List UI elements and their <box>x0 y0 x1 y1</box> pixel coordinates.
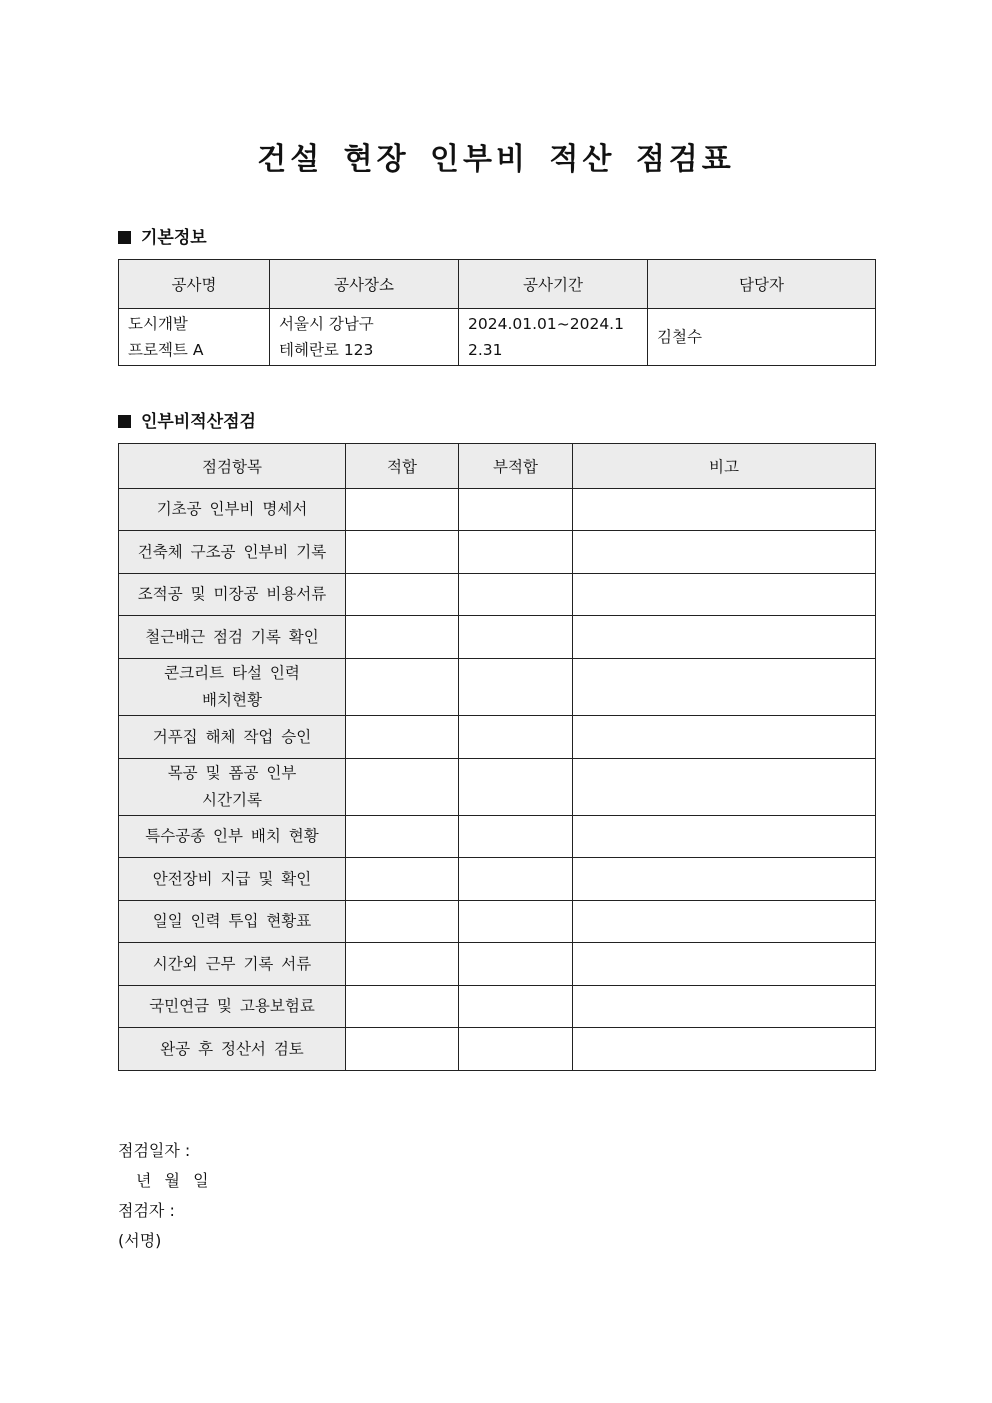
fail-cell[interactable] <box>459 574 573 616</box>
project-period-field[interactable]: 2024.01.01~2024.12.31 <box>459 309 648 366</box>
document-title: 건설 현장 인부비 적산 점검표 <box>257 142 735 177</box>
project-location-field[interactable]: 서울시 강남구 테헤란로 123 <box>270 309 459 366</box>
fail-cell[interactable] <box>459 858 573 901</box>
header-project-period: 공사기간 <box>459 260 648 309</box>
fail-cell[interactable] <box>459 1028 573 1071</box>
basic-info-table <box>118 259 876 366</box>
check-item-label: 콘크리트 타설 인력 배치현황 <box>119 659 346 716</box>
check-item-label: 일일 인력 투입 현황표 <box>119 901 346 943</box>
check-row <box>119 858 876 901</box>
inspector-label: 점검자 : <box>118 1201 175 1220</box>
pass-cell[interactable] <box>346 858 459 901</box>
inspection-date-label: 점검일자 : <box>118 1141 191 1160</box>
signature-block <box>118 1136 209 1256</box>
header-manager: 담당자 <box>648 260 876 309</box>
check-row <box>119 816 876 858</box>
fail-cell[interactable] <box>459 986 573 1028</box>
check-item-label: 국민연금 및 고용보험료 <box>119 986 346 1028</box>
check-row <box>119 489 876 531</box>
project-name-field[interactable]: 도시개발 프로젝트 A <box>119 309 270 366</box>
header-project-name: 공사명 <box>119 260 270 309</box>
pass-cell[interactable] <box>346 816 459 858</box>
remarks-cell[interactable] <box>573 574 876 616</box>
fail-cell[interactable] <box>459 716 573 759</box>
remarks-cell[interactable] <box>573 659 876 716</box>
pass-cell[interactable] <box>346 531 459 574</box>
remarks-cell[interactable] <box>573 489 876 531</box>
remarks-cell[interactable] <box>573 716 876 759</box>
check-item-label: 시간외 근무 기록 서류 <box>119 943 346 986</box>
check-item-label: 철근배근 점검 기록 확인 <box>119 616 346 659</box>
remarks-cell[interactable] <box>573 901 876 943</box>
pass-cell[interactable] <box>346 489 459 531</box>
check-row <box>119 659 876 716</box>
check-item-label: 완공 후 정산서 검토 <box>119 1028 346 1071</box>
check-item-label: 건축체 구조공 인부비 기록 <box>119 531 346 574</box>
fail-cell[interactable] <box>459 901 573 943</box>
header-pass: 적합 <box>346 444 459 489</box>
check-row <box>119 759 876 816</box>
fail-cell[interactable] <box>459 659 573 716</box>
check-row <box>119 901 876 943</box>
check-row <box>119 1028 876 1071</box>
remarks-cell[interactable] <box>573 616 876 659</box>
square-bullet-icon <box>118 415 131 428</box>
pass-cell[interactable] <box>346 716 459 759</box>
labor-cost-check-heading <box>118 407 256 432</box>
labor-cost-check-table <box>118 443 876 1071</box>
check-item-label: 조적공 및 미장공 비용서류 <box>119 574 346 616</box>
pass-cell[interactable] <box>346 574 459 616</box>
header-project-location: 공사장소 <box>270 260 459 309</box>
labor-cost-check-heading-label: 인부비적산점검 <box>141 412 256 432</box>
basic-info-heading-label: 기본정보 <box>141 228 207 248</box>
fail-cell[interactable] <box>459 816 573 858</box>
fail-cell[interactable] <box>459 759 573 816</box>
pass-cell[interactable] <box>346 759 459 816</box>
remarks-cell[interactable] <box>573 1028 876 1071</box>
pass-cell[interactable] <box>346 943 459 986</box>
pass-cell[interactable] <box>346 986 459 1028</box>
pass-cell[interactable] <box>346 901 459 943</box>
fail-cell[interactable] <box>459 489 573 531</box>
check-row <box>119 616 876 659</box>
remarks-cell[interactable] <box>573 858 876 901</box>
remarks-cell[interactable] <box>573 986 876 1028</box>
manager-field[interactable]: 김철수 <box>648 309 876 366</box>
fail-cell[interactable] <box>459 531 573 574</box>
pass-cell[interactable] <box>346 1028 459 1071</box>
inspection-date-field[interactable]: 년 월 일 <box>136 1171 209 1190</box>
header-check-item: 점검항목 <box>119 444 346 489</box>
basic-info-heading <box>118 223 207 248</box>
remarks-cell[interactable] <box>573 531 876 574</box>
check-item-label: 거푸집 해체 작업 승인 <box>119 716 346 759</box>
pass-cell[interactable] <box>346 659 459 716</box>
remarks-cell[interactable] <box>573 816 876 858</box>
square-bullet-icon <box>118 231 131 244</box>
check-row <box>119 574 876 616</box>
remarks-cell[interactable] <box>573 759 876 816</box>
pass-cell[interactable] <box>346 616 459 659</box>
remarks-cell[interactable] <box>573 943 876 986</box>
check-item-label: 특수공종 인부 배치 현황 <box>119 816 346 858</box>
fail-cell[interactable] <box>459 943 573 986</box>
check-rows <box>119 489 876 1071</box>
check-row <box>119 986 876 1028</box>
check-item-label: 기초공 인부비 명세서 <box>119 489 346 531</box>
check-row <box>119 716 876 759</box>
check-row <box>119 531 876 574</box>
check-row <box>119 943 876 986</box>
signature-field[interactable]: (서명) <box>118 1231 162 1250</box>
check-item-label: 안전장비 지급 및 확인 <box>119 858 346 901</box>
header-fail: 부적합 <box>459 444 573 489</box>
fail-cell[interactable] <box>459 616 573 659</box>
check-item-label: 목공 및 폼공 인부 시간기록 <box>119 759 346 816</box>
header-remarks: 비고 <box>573 444 876 489</box>
